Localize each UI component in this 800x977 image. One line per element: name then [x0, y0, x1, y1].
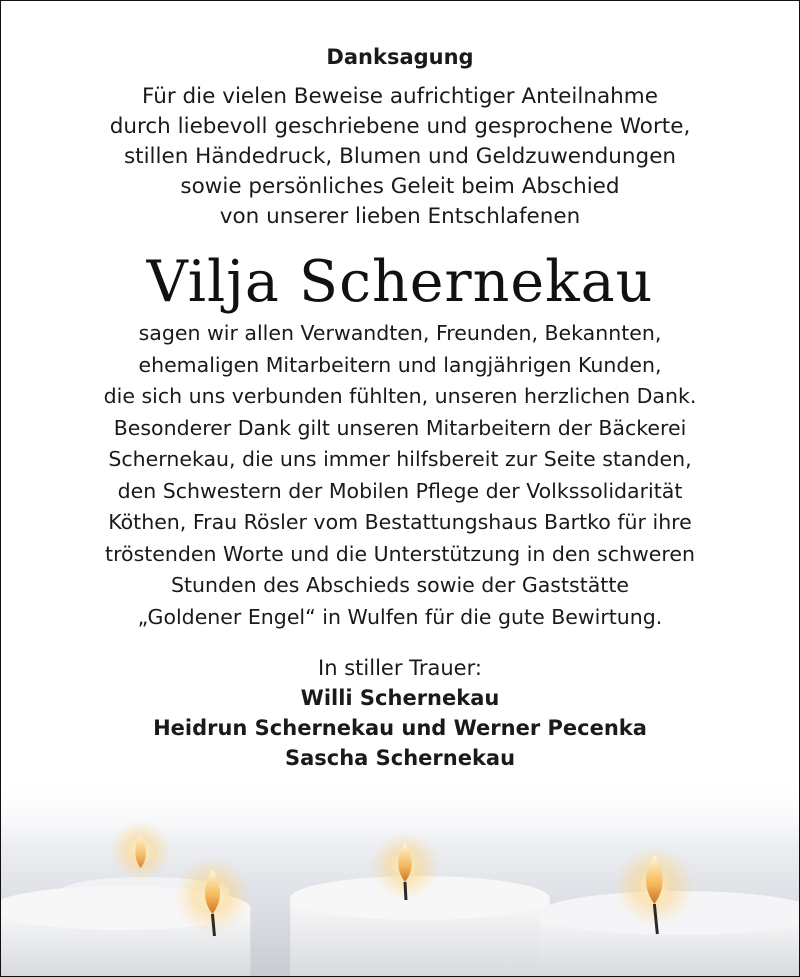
signer-name: Heidrun Schernekau und Werner Pecenka	[153, 716, 647, 740]
deceased-name: Vilja Schernekau	[146, 249, 654, 315]
thanks-line: sagen wir allen Verwandten, Freunden, Bekannten,	[138, 321, 662, 345]
thanks-line: tröstenden Worte und die Unterstützung in den schweren	[105, 541, 695, 566]
thanks-line: Schernekau, die uns immer hilfsbereit zur Seite standen,	[108, 447, 692, 471]
intro-text	[1, 82, 799, 232]
thanks-line: den Schwestern der Mobilen Pflege der Volkssolidarität	[117, 478, 683, 503]
intro-line: von unserer lieben Entschlafenen	[219, 204, 581, 229]
intro-line: stillen Händedruck, Blumen und Geldzuwendungen	[123, 144, 677, 169]
thanks-line: Köthen, Frau Rösler vom Bestattungshaus Bartko für ihre	[108, 510, 692, 534]
signer-name: Willi Schernekau	[300, 686, 500, 710]
thanks-line: Besonderer Dank gilt unseren Mitarbeitern der Bäckerei	[113, 415, 687, 440]
thanks-line: Stunden des Abschieds sowie der Gaststätte	[170, 573, 629, 597]
candles-image	[1, 776, 799, 976]
notice-heading: Danksagung	[326, 45, 474, 69]
signer-name: Sascha Schernekau	[284, 746, 516, 770]
thanks-line: ehemaligen Mitarbeitern und langjährigen Kunden,	[138, 352, 662, 377]
intro-line: durch liebevoll geschriebene und gesprochene Worte,	[109, 114, 691, 139]
intro-line: sowie persönliches Geleit beim Abschied	[180, 174, 620, 199]
thanks-text	[1, 318, 799, 633]
signers-list	[1, 683, 799, 773]
intro-line: Für die vielen Beweise aufrichtiger Anteilnahme	[142, 84, 658, 109]
closing-phrase: In stiller Trauer:	[318, 656, 482, 680]
thanks-line: „Goldener Engel“ in Wulfen für die gute Bewirtung.	[137, 604, 663, 629]
thanks-line: die sich uns verbunden fühlten, unseren herzlichen Dank.	[103, 384, 697, 408]
notice-content	[1, 43, 799, 773]
